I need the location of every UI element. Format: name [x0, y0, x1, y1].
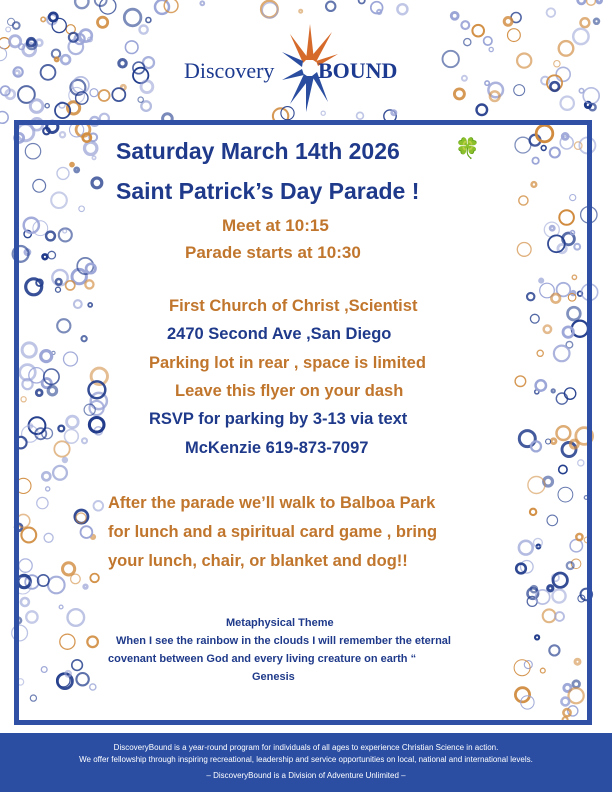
confetti-ring [397, 4, 407, 14]
confetti-ring [119, 60, 126, 67]
after-parade-line-2: for lunch and a spiritual card game , bring [108, 523, 438, 541]
meet-time: Meet at 10:15 [222, 216, 329, 235]
clover-icon: 🍀 [455, 138, 480, 160]
confetti-ring [141, 101, 151, 111]
confetti-ring [581, 18, 590, 27]
confetti-ring [299, 10, 302, 13]
confetti-ring [55, 58, 58, 61]
event-date: Saturday March 14th 2026 [116, 138, 400, 164]
confetti-ring [125, 41, 138, 54]
confetti-ring [587, 0, 596, 5]
confetti-ring [461, 21, 469, 29]
confetti-ring [90, 89, 98, 97]
confetti-ring [0, 112, 8, 124]
confetti-ring [112, 88, 125, 101]
confetti-ring [45, 104, 49, 108]
theme-quote-line-1: When I see the rainbow in the clouds I will remember the eternal [116, 635, 451, 647]
confetti-ring [462, 76, 467, 81]
confetti-ring [326, 2, 335, 11]
confetti-ring [583, 88, 599, 104]
confetti-ring [589, 104, 595, 110]
confetti-ring [41, 65, 56, 80]
venue-address: 2470 Second Ave ,San Diego [167, 325, 392, 343]
footer-line-2: We offer fellowship through inspiring recreational, leadership and service opportunities on local, national and international levels. [79, 755, 533, 764]
confetti-ring [477, 105, 488, 116]
confetti-ring [98, 17, 108, 27]
footer-banner [0, 733, 612, 792]
theme-source: Genesis [252, 671, 295, 683]
after-parade-line-3: your lunch, chair, or blanket and dog!! [108, 552, 408, 570]
confetti-ring [594, 19, 599, 24]
confetti-ring [597, 0, 601, 3]
logo-word-bound: BOUND [318, 58, 398, 83]
event-title: Saint Patrick’s Day Parade ! [116, 178, 420, 204]
confetti-ring [489, 47, 493, 51]
footer-line-3: – DiscoveryBound is a Division of Adventure Unlimited – [206, 771, 406, 780]
confetti-ring [30, 100, 43, 113]
confetti-ring [485, 81, 489, 85]
rsvp-info: RSVP for parking by 3-13 via text [149, 410, 408, 428]
confetti-ring [547, 8, 556, 17]
confetti-ring [138, 97, 143, 102]
confetti-ring [561, 97, 574, 110]
confetti-ring [200, 1, 204, 5]
confetti-ring [13, 22, 20, 29]
confetti-ring [146, 18, 151, 23]
confetti-ring [451, 12, 458, 19]
confetti-ring [41, 17, 45, 21]
confetti-ring [61, 55, 70, 64]
theme-heading: Metaphysical Theme [226, 617, 334, 629]
confetti-ring [359, 0, 365, 4]
discoverybound-logo [170, 22, 440, 114]
confetti-ring [556, 67, 570, 81]
confetti-ring [573, 29, 588, 44]
confetti-ring [49, 13, 57, 21]
confetti-ring [6, 27, 11, 32]
confetti-ring [454, 89, 464, 99]
confetti-ring [578, 0, 585, 4]
confetti-ring [52, 18, 66, 32]
confetti-ring [514, 85, 525, 96]
confetti-ring [554, 61, 560, 67]
confetti-ring [140, 26, 148, 34]
contact-info: McKenzie 619-873-7097 [185, 439, 369, 457]
parking-info: Parking lot in rear , space is limited [149, 354, 426, 372]
confetti-ring [100, 0, 116, 14]
confetti-ring [579, 89, 583, 93]
confetti-ring [504, 18, 512, 26]
confetti-ring [141, 81, 153, 93]
theme-quote-line-2: covenant between God and every living creature on earth “ [108, 653, 417, 665]
parade-start-time: Parade starts at 10:30 [185, 243, 361, 262]
confetti-ring [15, 71, 20, 76]
confetti-ring [464, 39, 471, 46]
confetti-ring [0, 48, 7, 61]
confetti-ring [443, 51, 459, 67]
confetti-ring [550, 82, 559, 91]
confetti-ring [124, 9, 141, 26]
after-parade-line-1: After the parade we’ll walk to Balboa Park [108, 494, 436, 512]
confetti-ring [559, 41, 574, 56]
confetti-ring [6, 90, 15, 99]
confetti-ring [99, 90, 110, 101]
footer-line-1: DiscoveryBound is a year-round program for individuals of all ages to experience Christian Science in action. [113, 743, 499, 752]
confetti-ring [10, 36, 21, 47]
venue-name: First Church of Christ ,Scientist [169, 297, 418, 315]
confetti-ring [262, 3, 277, 18]
logo-word-discovery: Discovery [184, 58, 275, 83]
confetti-ring [472, 25, 484, 37]
confetti-ring [517, 54, 531, 68]
confetti-ring [508, 29, 521, 42]
flyer-note: Leave this flyer on your dash [175, 382, 404, 400]
confetti-ring [484, 37, 492, 45]
confetti-ring [75, 0, 88, 8]
